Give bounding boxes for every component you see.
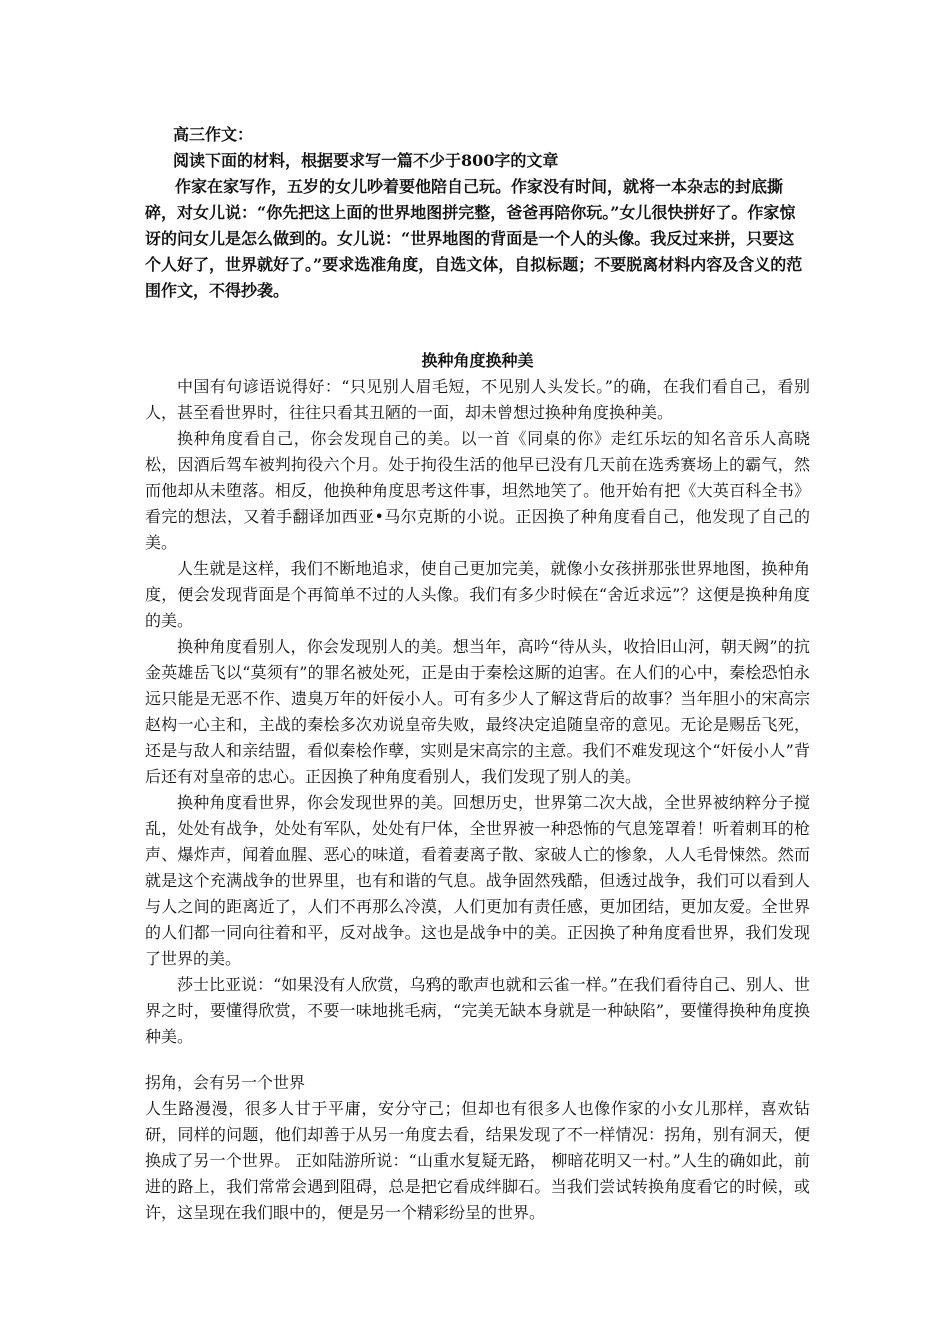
prompt-instruction: 阅读下面的材料，根据要求写一篇不少于800字的文章 [173,151,559,170]
essay-one-paragraph: 莎士比亚说：“如果没有人欣赏，乌鸦的歌声也就和云雀一样。”在我们看待自己、别人、世界之时，要懂得欣赏，不要一味地挑毛病，“完美无缺本身就是一种缺陷”，要懂得换种角度换种美。 [145,975,810,1046]
essay-one [145,348,810,1050]
essay-two-title: 拐角，会有另一个世界 [145,1073,306,1092]
essay-one-title: 换种角度换种美 [421,351,534,370]
essay-one-paragraph: 人生就是这样，我们不断地追求，使自己更加完美，就像小女孩拼那张世界地图，换种角度，便会发现背面是个再简单不过的人头像。我们有多少时候在“舍近求远”？这便是换种角度的美。 [145,559,810,630]
essay-one-paragraph: 换种角度看世界，你会发现世界的美。回想历史，世界第二次大战，全世界被纳粹分子搅乱，处处有战争，处处有军队，处处有尸体，全世界被一种恐怖的气息笼罩着！听着刺耳的枪声、爆炸声，闻着血腥、恶心的味道，看着妻离子散、家破人亡的惨象，人人毛骨悚然。然而就是这个充满战争的世界里，也有和谐的气息。战争固然残酷，但透过战争，我们可以看到人与人之间的距离近了，人们不再那么冷漠，人们更加有责任感，更加团结，更加友爱。全世界的人们都一同向往着和平，反对战争。这也是战争中的美。正因换了种角度看世界，我们发现了世界的美。 [145,793,810,968]
prompt-heading: 高三作文： [173,125,254,144]
essay-one-paragraph: 换种角度看自己，你会发现自己的美。以一首《同桌的你》走红乐坛的知名音乐人高晓松，因酒后驾车被判拘役六个月。处于拘役生活的他早已没有几天前在选秀赛场上的霸气，然而他却从未堕落。相反，他换种角度思考这件事，坦然地笑了。他开始有把《大英百科全书》看完的想法，又着手翻译加西亚•马尔克斯的小说。正因换了种角度看自己，他发现了自己的美。 [145,429,810,552]
essay-two-paragraph: 人生路漫漫，很多人甘于平庸，安分守己；但却也有很多人也像作家的小女儿那样，喜欢钻研，同样的问题，他们却善于从另一角度去看，结果发现了不一样情况：拐角，别有洞天，便换成了另一个世界。 正如陆游所说：“山重水复疑无路， 柳暗花明又一村。”人生的确如此，前进的路上，我们常常会遇到阻碍，总是把它看成绊脚石。当我们尝试转换角度看它的时候，或许，这呈现在我们眼中的，便是另一个精彩纷呈的世界。 [145,1099,810,1222]
essay-one-paragraph: 换种角度看别人，你会发现别人的美。想当年，高吟“待从头，收拾旧山河，朝天阙”的抗金英雄岳飞以“莫须有”的罪名被处死，正是由于秦桧这厮的迫害。在人们的心中，秦桧恐怕永远只能是无恶不作、遗臭万年的奸佞小人。可有多少人了解这背后的故事？当年胆小的宋高宗赵构一心主和，主战的秦桧多次劝说皇帝失败，最终决定追随皇帝的意见。无论是赐岳飞死，还是与敌人和亲结盟，看似秦桧作孽，实则是宋高宗的主意。我们不难发现这个“奸佞小人”背后还有对皇帝的忠心。正因换了种角度看别人，我们发现了别人的美。 [145,637,810,786]
essay-prompt [145,122,810,304]
essay-one-paragraph: 中国有句谚语说得好：“只见别人眉毛短，不见别人头发长。”的确，在我们看自己，看别人，甚至看世界时，往往只看其丑陋的一面，却未曾想过换种角度换种美。 [145,377,810,422]
essay-two [145,1070,810,1226]
prompt-material: 作家在家写作，五岁的女儿吵着要他陪自己玩。作家没有时间，就将一本杂志的封底撕碎，对女儿说：“你先把这上面的世界地图拼完整，爸爸再陪你玩。”女儿很快拼好了。作家惊讶的问女儿是怎么做到的。女儿说：“世界地图的背面是一个人的头像。我反过来拼，只要这个人好了，世界就好了。”要求选准角度，自选文体，自拟标题；不要脱离材料内容及含义的范围作文，不得抄袭。 [145,177,803,300]
